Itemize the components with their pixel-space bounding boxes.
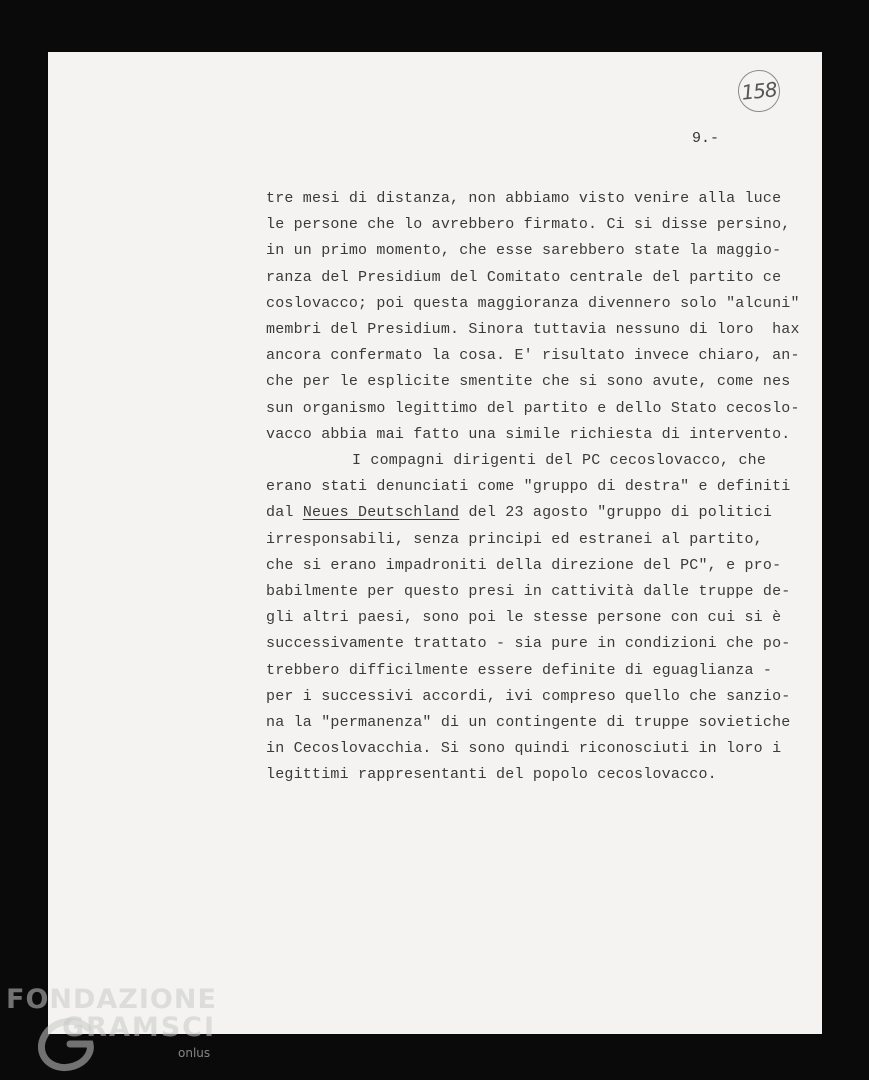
text-line: irresponsabili, senza principi ed estranei al partito,	[266, 530, 763, 548]
text-line: le persone che lo avrebbero firmato. Ci si disse persino,	[266, 216, 791, 234]
text-line	[266, 500, 786, 526]
paragraph-start-line: I compagni dirigenti del PC cecoslovacco, che	[352, 452, 767, 470]
watermark-line2: GRAMSCI	[62, 1012, 217, 1043]
text-fragment: del 23 agosto "gruppo di politici	[468, 504, 773, 522]
text-line: in Cecoslovacchia. Si sono quindi riconosciuti in loro i	[266, 740, 782, 758]
document-body	[266, 186, 800, 789]
text-line: sun organismo legittimo del partito e dello Stato cecoslo-	[266, 399, 800, 417]
newspaper-title: Neues Deutschland	[302, 504, 460, 522]
text-fragment: dal	[266, 504, 294, 522]
text-line: erano stati denunciati come "gruppo di destra" e definiti	[266, 478, 791, 496]
fondazione-gramsci-watermark	[6, 984, 216, 1074]
text-line: per i successivi accordi, ivi compreso quello che sanzio-	[266, 687, 791, 705]
page-number: 9.-	[692, 130, 720, 147]
text-line: in un primo momento, che esse sarebbero state la maggio-	[266, 242, 782, 260]
text-line: successivamente trattato - sia pure in condizioni che po-	[266, 635, 791, 653]
text-line: babilmente per questo presi in cattività dalle truppe de-	[266, 583, 791, 601]
text-line: na la "permanenza" di un contingente di truppe sovietiche	[266, 714, 791, 732]
watermark-line1: FONDAZIONE	[6, 984, 217, 1015]
text-line: che si erano impadroniti della direzione del PC", e pro-	[266, 556, 782, 574]
text-line: ranza del Presidium del Comitato centrale del partito ce	[266, 268, 782, 286]
archive-stamp: 158	[736, 68, 782, 114]
text-line: trebbero difficilmente essere definite di eguaglianza -	[266, 661, 773, 679]
text-line: legittimi rappresentanti del popolo cecoslovacco.	[266, 766, 717, 784]
text-line: coslovacco; poi questa maggioranza divennero solo "alcuni"	[266, 294, 800, 312]
watermark-suffix: onlus	[178, 1046, 211, 1060]
text-line: gli altri paesi, sono poi le stesse persone con cui si è	[266, 609, 782, 627]
text-line: che per le esplicite smentite che si sono avute, come nes	[266, 373, 791, 391]
document-page	[48, 52, 822, 1034]
text-line: ancora confermato la cosa. E' risultato invece chiaro, an-	[266, 347, 800, 365]
text-line: vacco abbia mai fatto una simile richiesta di intervento.	[266, 425, 791, 443]
text-line: tre mesi di distanza, non abbiamo visto venire alla luce	[266, 190, 782, 207]
text-line: membri del Presidium. Sinora tuttavia nessuno di loro hax	[266, 321, 800, 339]
